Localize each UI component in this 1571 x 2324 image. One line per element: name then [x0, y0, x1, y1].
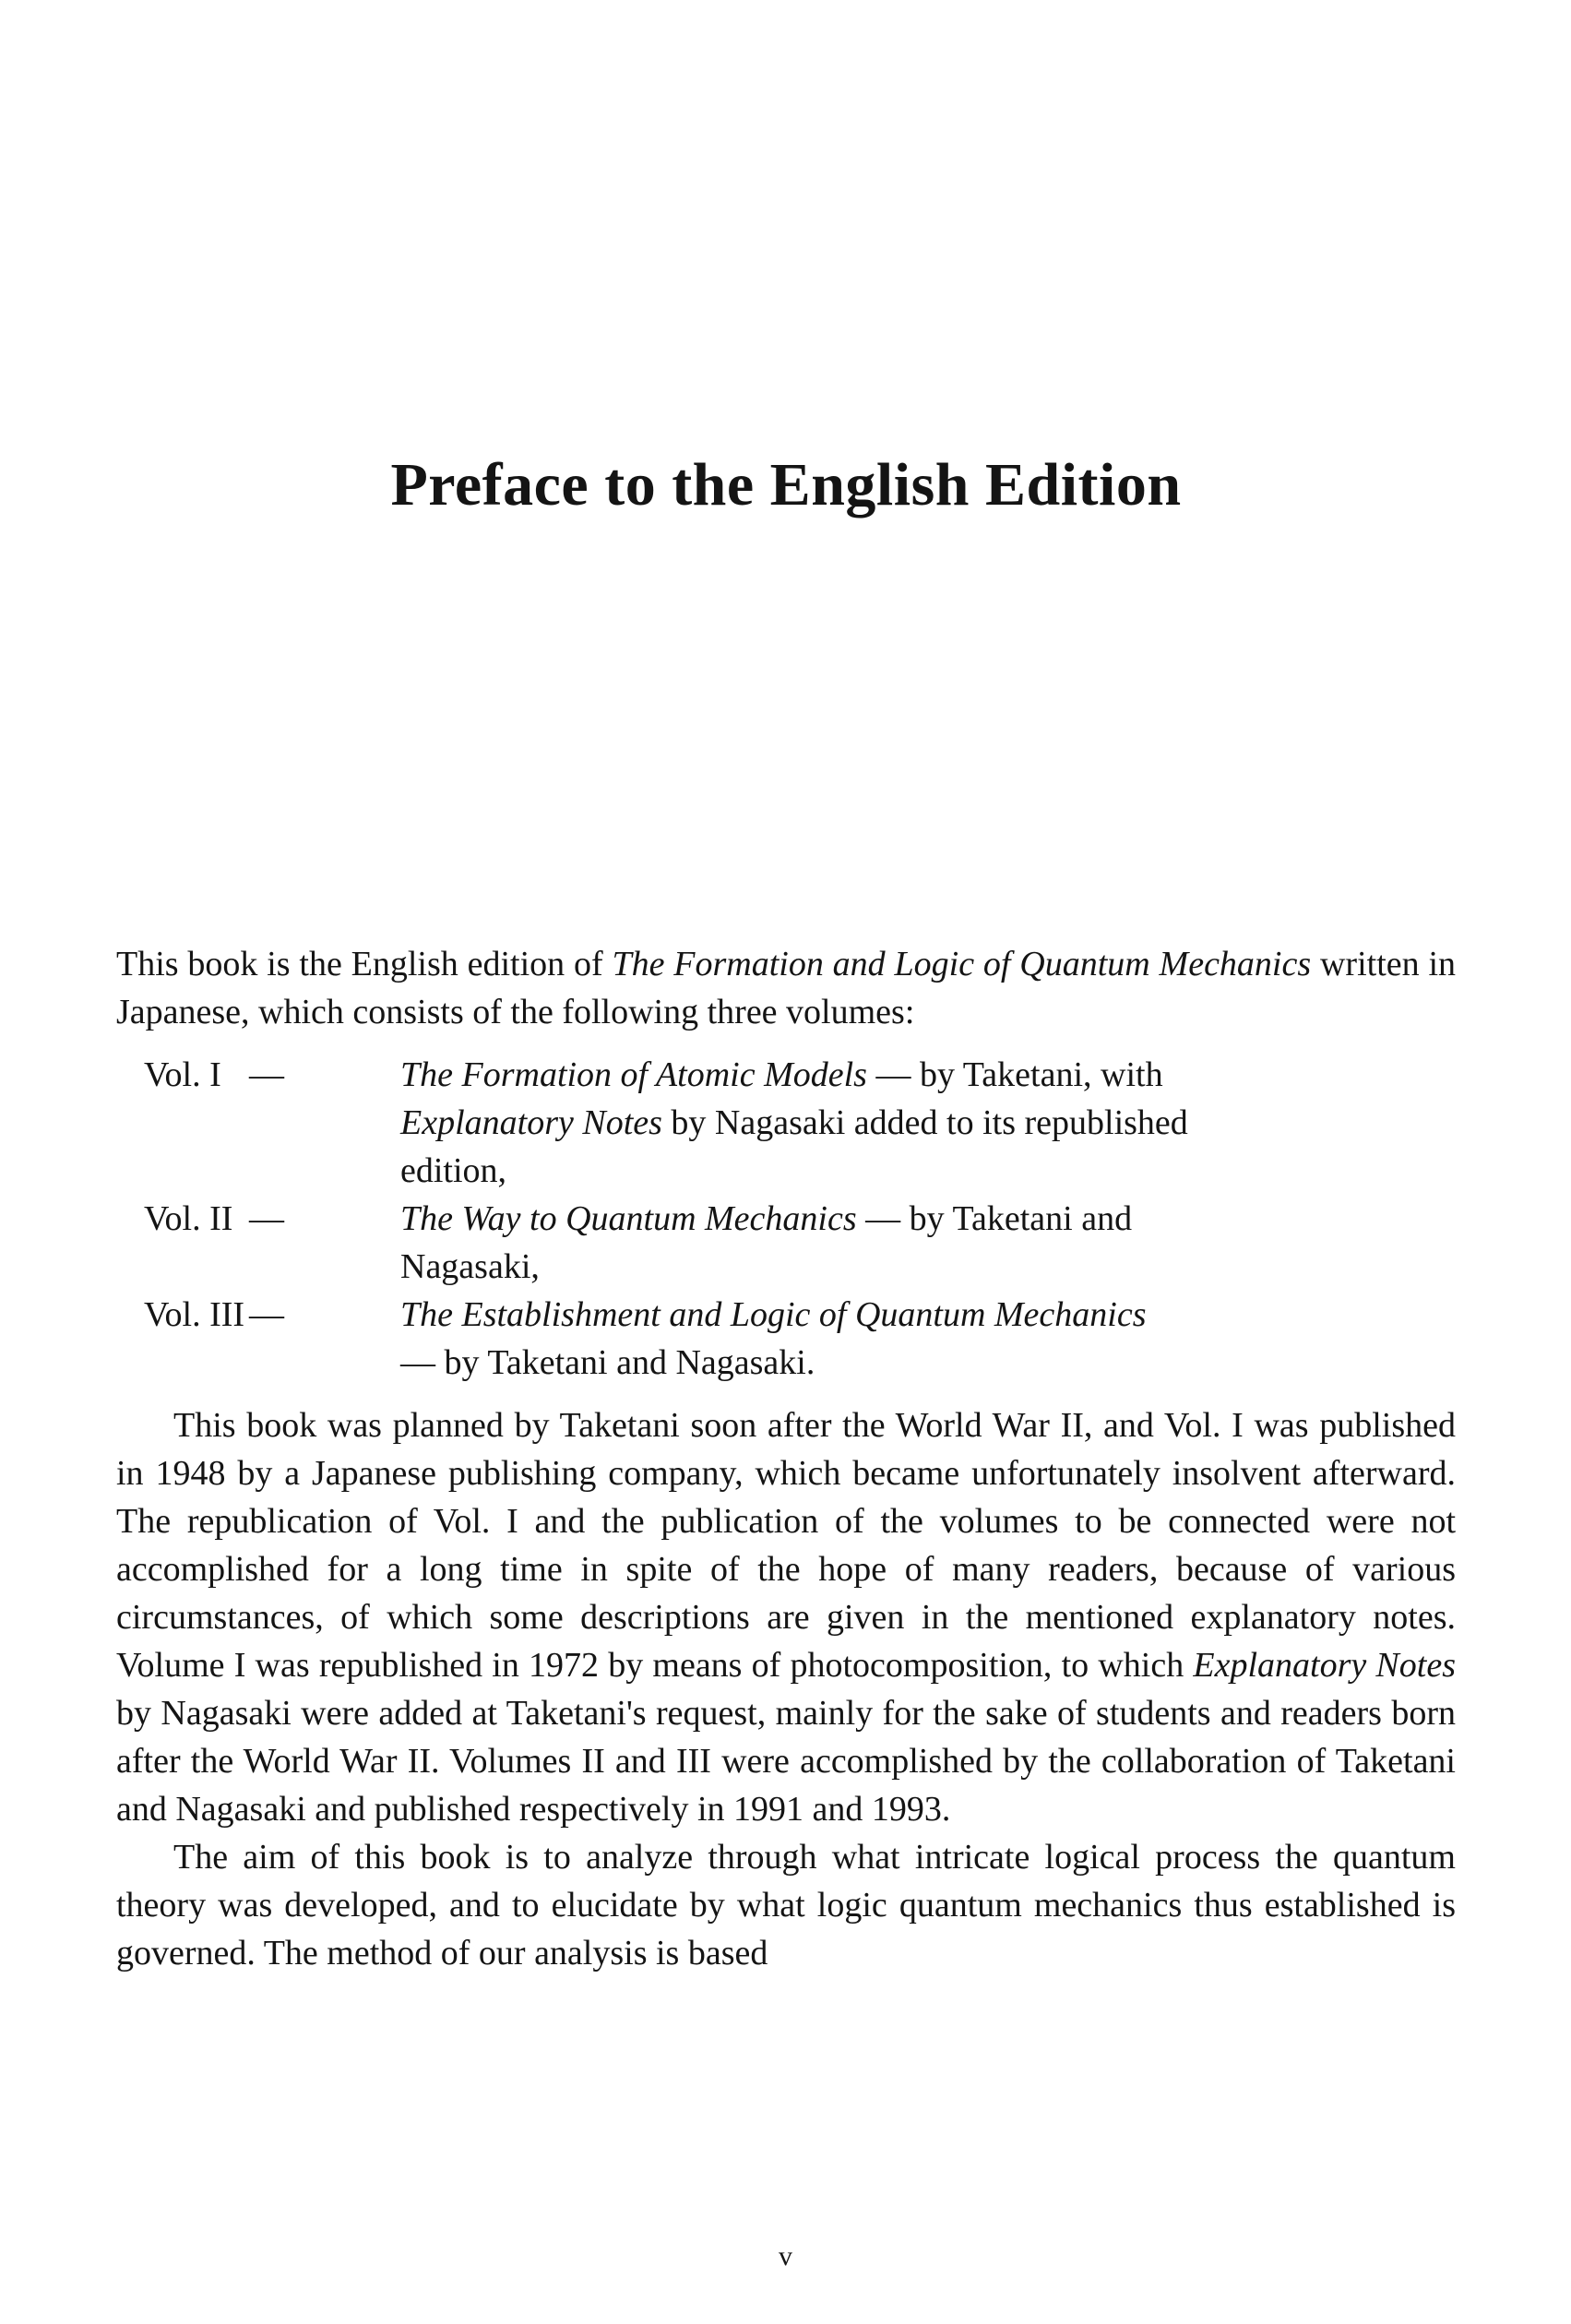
history-paragraph: This book was planned by Taketani soon after the World War II, and Vol. I was published in 1948 by a Japanese publishing company, which became unfortunately insolvent afterward. The republication of Vol. I and the publication of the volumes to be connected were not accomplished for a long time in spite of the hope of many readers, because of various circumstances, of which some descriptions are given in the mentioned explanatory notes. Volume I was republished in 1972 by means of photocomposition, to which Explanatory Notes by Nagasaki were added at Taketani's request, mainly for the sake of students and readers born after the World War II. Volumes II and III were accomplished by the collaboration of Taketani and Nagasaki and published respectively in 1991 and 1993. — [116, 1406, 1456, 1829]
volume-dash: — — [249, 1199, 284, 1238]
volume-label: Vol. II — [144, 1199, 233, 1238]
volume-description: The Way to Quantum Mechanics — by Taketani and Nagasaki, — [400, 1199, 1133, 1286]
volume-row-2 — [144, 1195, 1456, 1291]
intro-paragraph: This book is the English edition of The Formation and Logic of Quantum Mechanics written in Japanese, which consists of the following three volumes: — [116, 945, 1457, 1031]
volume-label: Vol. III — [144, 1295, 245, 1334]
volume-description: The Establishment and Logic of Quantum Mechanics — by Taketani and Nagasaki. — [400, 1295, 1147, 1382]
page-title: Preface to the English Edition — [390, 451, 1182, 518]
page-content — [116, 0, 1456, 1977]
volume-dash: — — [249, 1055, 284, 1094]
volume-list — [144, 1051, 1456, 1387]
volume-dash: — — [249, 1295, 284, 1334]
page-number: v — [779, 2241, 792, 2271]
volume-description: The Formation of Atomic Models — by Taketani, with Explanatory Notes by Nagasaki added to its republished edition, — [400, 1055, 1188, 1190]
volume-row-1 — [144, 1051, 1456, 1195]
body-text — [116, 940, 1456, 1977]
aim-paragraph: The aim of this book is to analyze through what intricate logical process the quantum theory was developed, and to elucidate by what logic quantum mechanics thus established is governed. The method of our analysis is based — [116, 1838, 1456, 1972]
volume-row-3 — [144, 1291, 1456, 1387]
volume-label: Vol. I — [144, 1055, 221, 1094]
